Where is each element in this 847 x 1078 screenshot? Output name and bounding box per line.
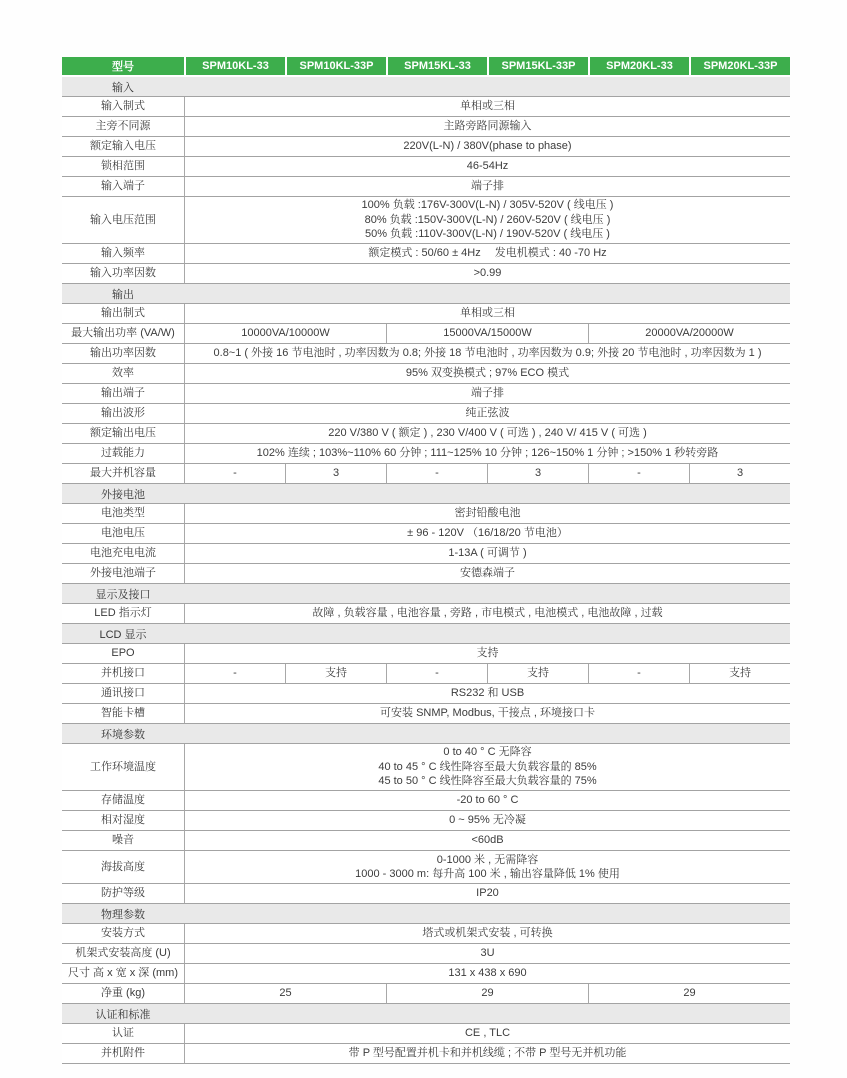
spec-row (62, 197, 790, 244)
spec-row (62, 984, 790, 1004)
section-cell (62, 904, 790, 924)
spec-row (62, 524, 790, 544)
spec-row (62, 137, 790, 157)
spec-value: - (588, 464, 689, 484)
spec-label: 输入制式 (62, 97, 184, 117)
spec-label: 输入频率 (62, 244, 184, 264)
spec-label: 输入功率因数 (62, 264, 184, 284)
spec-row (62, 604, 790, 624)
section-row (62, 77, 790, 97)
spec-value: 25 (184, 984, 386, 1004)
spec-row (62, 924, 790, 944)
spec-row (62, 564, 790, 584)
spec-value: - (184, 664, 285, 684)
spec-value: 46-54Hz (184, 157, 790, 177)
section-row (62, 1004, 790, 1024)
spec-label: 过载能力 (62, 444, 184, 464)
spec-value: - (386, 464, 487, 484)
spec-row (62, 831, 790, 851)
spec-row (62, 157, 790, 177)
spec-row (62, 791, 790, 811)
spec-value: 3 (689, 464, 790, 484)
spec-row (62, 424, 790, 444)
section-cell (62, 584, 790, 604)
spec-row (62, 304, 790, 324)
section-label: 外接电池 (101, 488, 145, 501)
spec-value: 支持 (285, 664, 386, 684)
spec-value-line: 0 to 40 ° C 无降容 (443, 746, 532, 759)
model-column-header: SPM20KL-33 (588, 57, 689, 77)
spec-label: 噪音 (62, 831, 184, 851)
spec-label: 效率 (62, 364, 184, 384)
spec-label: 净重 (kg) (62, 984, 184, 1004)
spec-value: - (588, 664, 689, 684)
section-row (62, 484, 790, 504)
spec-label: 外接电池端子 (62, 564, 184, 584)
spec-label: 额定输出电压 (62, 424, 184, 444)
spec-row (62, 97, 790, 117)
spec-value: >0.99 (184, 264, 790, 284)
spec-row (62, 684, 790, 704)
spec-row (62, 744, 790, 791)
section-cell (62, 284, 790, 304)
spec-label: LED 指示灯 (62, 604, 184, 624)
spec-label: 防护等级 (62, 884, 184, 904)
spec-value: 可安装 SNMP, Modbus, 干接点 , 环境接口卡 (184, 704, 790, 724)
spec-row (62, 344, 790, 364)
spec-row (62, 944, 790, 964)
spec-value-line: 45 to 50 ° C 线性降容至最大负载容量的 75% (378, 775, 597, 788)
spec-value (184, 851, 790, 884)
spec-value: 塔式或机架式安装 , 可转换 (184, 924, 790, 944)
spec-value: 29 (588, 984, 790, 1004)
section-row (62, 724, 790, 744)
spec-row (62, 364, 790, 384)
spec-label: 相对湿度 (62, 811, 184, 831)
spec-value: 1-13A ( 可调节 ) (184, 544, 790, 564)
spec-value: IP20 (184, 884, 790, 904)
spec-label: 输入端子 (62, 177, 184, 197)
spec-row (62, 704, 790, 724)
spec-value: 端子排 (184, 177, 790, 197)
spec-value: 0 ~ 95% 无冷凝 (184, 811, 790, 831)
spec-value: 95% 双变换模式 ; 97% ECO 模式 (184, 364, 790, 384)
model-column-header: SPM20KL-33P (689, 57, 790, 77)
spec-label: EPO (62, 644, 184, 664)
spec-row (62, 404, 790, 424)
spec-value (184, 197, 790, 244)
spec-value: 3 (285, 464, 386, 484)
spec-row (62, 464, 790, 484)
spec-value: 密封铅酸电池 (184, 504, 790, 524)
spec-row (62, 444, 790, 464)
spec-row (62, 244, 790, 264)
spec-value-line: 0-1000 米 , 无需降容 (436, 853, 539, 866)
section-label: 显示及接口 (95, 588, 151, 601)
spec-label: 尺寸 高 x 宽 x 深 (mm) (62, 964, 184, 984)
spec-row (62, 1044, 790, 1064)
spec-row (62, 964, 790, 984)
spec-value: 15000VA/15000W (386, 324, 588, 344)
section-cell (62, 484, 790, 504)
spec-row (62, 264, 790, 284)
spec-value: 故障 , 负载容量 , 电池容量 , 旁路 , 市电模式 , 电池模式 , 电池故障 , 过载 (184, 604, 790, 624)
spec-table (62, 57, 790, 1064)
model-column-title: 型号 (62, 57, 184, 77)
section-cell (62, 724, 790, 744)
spec-value-line: 100% 负载 :176V-300V(L-N) / 305V-520V ( 线电压 ) (361, 199, 614, 212)
spec-label: 电池电压 (62, 524, 184, 544)
spec-value: 3U (184, 944, 790, 964)
spec-label: 通讯接口 (62, 684, 184, 704)
spec-value: 主路旁路同源输入 (184, 117, 790, 137)
spec-row (62, 177, 790, 197)
section-row (62, 904, 790, 924)
spec-row (62, 324, 790, 344)
spec-value: 20000VA/20000W (588, 324, 790, 344)
section-label: 输入 (112, 81, 134, 94)
spec-value: 端子排 (184, 384, 790, 404)
spec-value: 支持 (487, 664, 588, 684)
spec-label: 工作环境温度 (62, 744, 184, 791)
spec-value: ± 96 - 120V （16/18/20 节电池） (184, 524, 790, 544)
spec-label: 输出功率因数 (62, 344, 184, 364)
spec-label: 电池类型 (62, 504, 184, 524)
spec-value-line: 1000 - 3000 m: 每升高 100 米 , 输出容量降低 1% 使用 (355, 868, 620, 880)
section-label: LCD 显示 (99, 628, 147, 641)
spec-label: 机架式安装高度 (U) (62, 944, 184, 964)
spec-value: 131 x 438 x 690 (184, 964, 790, 984)
section-cell (62, 1004, 790, 1024)
spec-label: 安装方式 (62, 924, 184, 944)
section-row (62, 624, 790, 644)
section-row (62, 584, 790, 604)
spec-value: 安德森端子 (184, 564, 790, 584)
spec-value-line: 40 to 45 ° C 线性降容至最大负载容量的 85% (378, 760, 597, 773)
spec-label: 最大输出功率 (VA/W) (62, 324, 184, 344)
spec-value: 支持 (689, 664, 790, 684)
spec-value: 带 P 型号配置并机卡和并机线缆 ; 不带 P 型号无并机功能 (184, 1044, 790, 1064)
spec-row (62, 544, 790, 564)
spec-label: 主旁不同源 (62, 117, 184, 137)
spec-label: 额定输入电压 (62, 137, 184, 157)
spec-label: 最大并机容量 (62, 464, 184, 484)
spec-label: 输出端子 (62, 384, 184, 404)
spec-value: 3 (487, 464, 588, 484)
spec-label: 海拔高度 (62, 851, 184, 884)
spec-value (184, 744, 790, 791)
spec-label: 输出制式 (62, 304, 184, 324)
spec-value: - (386, 664, 487, 684)
spec-value: 纯正弦波 (184, 404, 790, 424)
spec-label: 电池充电电流 (62, 544, 184, 564)
spec-value: 29 (386, 984, 588, 1004)
spec-label: 认证 (62, 1024, 184, 1044)
section-label: 认证和标准 (95, 1008, 151, 1021)
spec-row (62, 851, 790, 884)
spec-row (62, 811, 790, 831)
spec-value: 单相或三相 (184, 304, 790, 324)
spec-label: 输出波形 (62, 404, 184, 424)
spec-value: 0.8~1 ( 外接 16 节电池时 , 功率因数为 0.8; 外接 18 节电池时 , 功率因数为 0.9; 外接 20 节电池时 , 功率因数为 1 ) (184, 344, 790, 364)
spec-row (62, 884, 790, 904)
model-header-row (62, 57, 790, 77)
spec-label: 并机接口 (62, 664, 184, 684)
model-column-header: SPM15KL-33 (386, 57, 487, 77)
spec-label: 智能卡槽 (62, 704, 184, 724)
spec-row (62, 664, 790, 684)
section-cell (62, 77, 790, 97)
section-row (62, 284, 790, 304)
spec-label: 输入电压范围 (62, 197, 184, 244)
spec-value: 单相或三相 (184, 97, 790, 117)
model-column-header: SPM10KL-33 (184, 57, 285, 77)
spec-value: -20 to 60 ° C (184, 791, 790, 811)
spec-value: CE , TLC (184, 1024, 790, 1044)
spec-value: 102% 连续 ; 103%~110% 60 分钟 ; 111~125% 10 分钟 ; 126~150% 1 分钟 ; >150% 1 秒转旁路 (184, 444, 790, 464)
spec-label: 锁相范围 (62, 157, 184, 177)
spec-label: 并机附件 (62, 1044, 184, 1064)
spec-label: 存储温度 (62, 791, 184, 811)
section-label: 物理参数 (101, 908, 145, 921)
spec-value-line: 80% 负载 :150V-300V(L-N) / 260V-520V ( 线电压 ) (364, 213, 611, 226)
spec-row (62, 504, 790, 524)
spec-value: 220 V/380 V ( 额定 ) , 230 V/400 V ( 可选 ) , 240 V/ 415 V ( 可选 ) (184, 424, 790, 444)
spec-value: <60dB (184, 831, 790, 851)
spec-value: - (184, 464, 285, 484)
spec-value: 10000VA/10000W (184, 324, 386, 344)
spec-row (62, 117, 790, 137)
spec-row (62, 644, 790, 664)
section-cell (62, 624, 790, 644)
spec-row (62, 1024, 790, 1044)
spec-value: 额定模式 : 50/60 ± 4Hz 发电机模式 : 40 -70 Hz (184, 244, 790, 264)
section-label: 输出 (112, 288, 134, 301)
spec-row (62, 384, 790, 404)
model-column-header: SPM10KL-33P (285, 57, 386, 77)
spec-value: RS232 和 USB (184, 684, 790, 704)
spec-value-line: 50% 负载 :110V-300V(L-N) / 190V-520V ( 线电压 ) (365, 228, 610, 241)
model-column-header: SPM15KL-33P (487, 57, 588, 77)
spec-value: 220V(L-N) / 380V(phase to phase) (184, 137, 790, 157)
section-label: 环境参数 (101, 728, 145, 741)
spec-value: 支持 (184, 644, 790, 664)
